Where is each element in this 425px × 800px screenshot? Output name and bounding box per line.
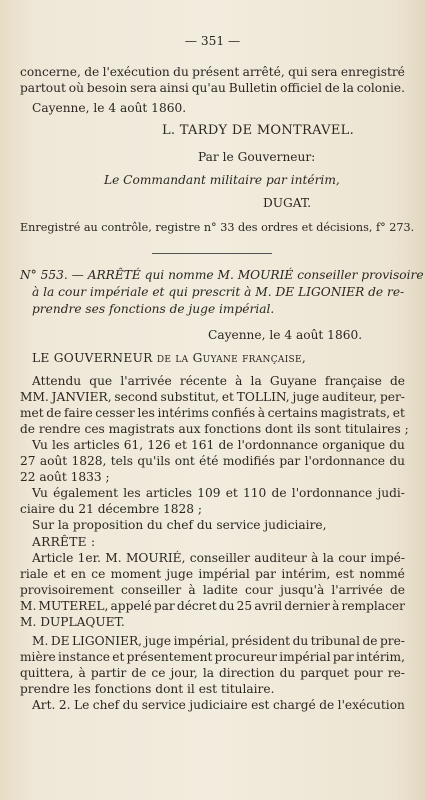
decree-heading: à la cour impériale et qui prescrit à M. DE LIGONIER de re-: [32, 285, 405, 299]
text-line: Article 1er. M. MOURIÉ, conseiller auditeur à la cour impé-: [32, 551, 405, 565]
registration-note: Enregistré au contrôle, registre n° 33 des ordres et décisions, f° 273.: [20, 221, 415, 234]
date-line: Cayenne, le 4 août 1860.: [32, 101, 187, 115]
text-line: Art. 2. Le chef du service judiciaire est chargé de l'exécution: [32, 698, 405, 712]
text-line: Vu les articles 61, 126 et 161 de l'ordonnance organique du: [32, 438, 405, 452]
signature-role: Le Commandant militaire par intérim,: [104, 173, 340, 187]
text-line: 22 août 1833 ;: [20, 470, 110, 484]
signature-name: L. TARDY DE MONTRAVEL.: [162, 123, 355, 138]
page-number: — 351 —: [184, 34, 241, 48]
text-line: prendre les fonctions dont il est titulaire.: [20, 682, 275, 696]
text-line: Vu également les articles 109 et 110 de l'ordonnance judi-: [32, 486, 405, 500]
text-line: M. MUTEREL, appelé par décret du 25 avril dernier à remplacer: [20, 599, 405, 613]
date-line: Cayenne, le 4 août 1860.: [208, 328, 363, 342]
text-line: MM. JANVIER, second substitut, et TOLLIN, juge auditeur, per-: [20, 390, 405, 404]
text-line: met de faire cesser les intérims confiés à certains magistrats, et: [20, 406, 405, 420]
text-line: quittera, à partir de ce jour, la direction du parquet pour re-: [20, 666, 405, 680]
text-line: LE GOUVERNEUR de la Guyane française,: [32, 351, 307, 365]
text-line: riale et en ce moment juge impérial par intérim, est nommé: [20, 567, 405, 581]
arrete-label: ARRÊTE :: [32, 535, 96, 549]
text-line: Sur la proposition du chef du service judiciaire,: [32, 518, 327, 532]
decree-heading: prendre ses fonctions de juge impérial.: [32, 302, 275, 316]
text-line: mière instance et présentement procureur impérial par intérim,: [20, 650, 405, 664]
text-line: provisoirement conseiller à ladite cour jusqu'à l'arrivée de: [20, 583, 405, 597]
decree-heading: N° 553. — ARRÊTÉ qui nomme M. MOURIÉ conseiller provisoire: [20, 268, 424, 282]
separator-rule: [152, 253, 272, 254]
text-line: de rendre ces magistrats aux fonctions dont ils sont titulaires ;: [20, 422, 409, 436]
signature-title: Par le Gouverneur:: [198, 150, 316, 164]
text-line: partout où besoin sera ainsi qu'au Bulletin officiel de la colonie.: [20, 81, 405, 95]
signature-name: DUGAT.: [263, 196, 312, 210]
text-line: Attendu que l'arrivée récente à la Guyane française de: [32, 374, 405, 388]
text-line: M. DUPLAQUET.: [20, 615, 125, 629]
text-line: concerne, de l'exécution du présent arrêté, qui sera enregistré: [20, 65, 405, 79]
text-line: 27 août 1828, tels qu'ils ont été modifiés par l'ordonnance du: [20, 454, 405, 468]
text-line: ciaire du 21 décembre 1828 ;: [20, 502, 203, 516]
text-line: M. DE LIGONIER, juge impérial, président du tribunal de pre-: [32, 634, 405, 648]
